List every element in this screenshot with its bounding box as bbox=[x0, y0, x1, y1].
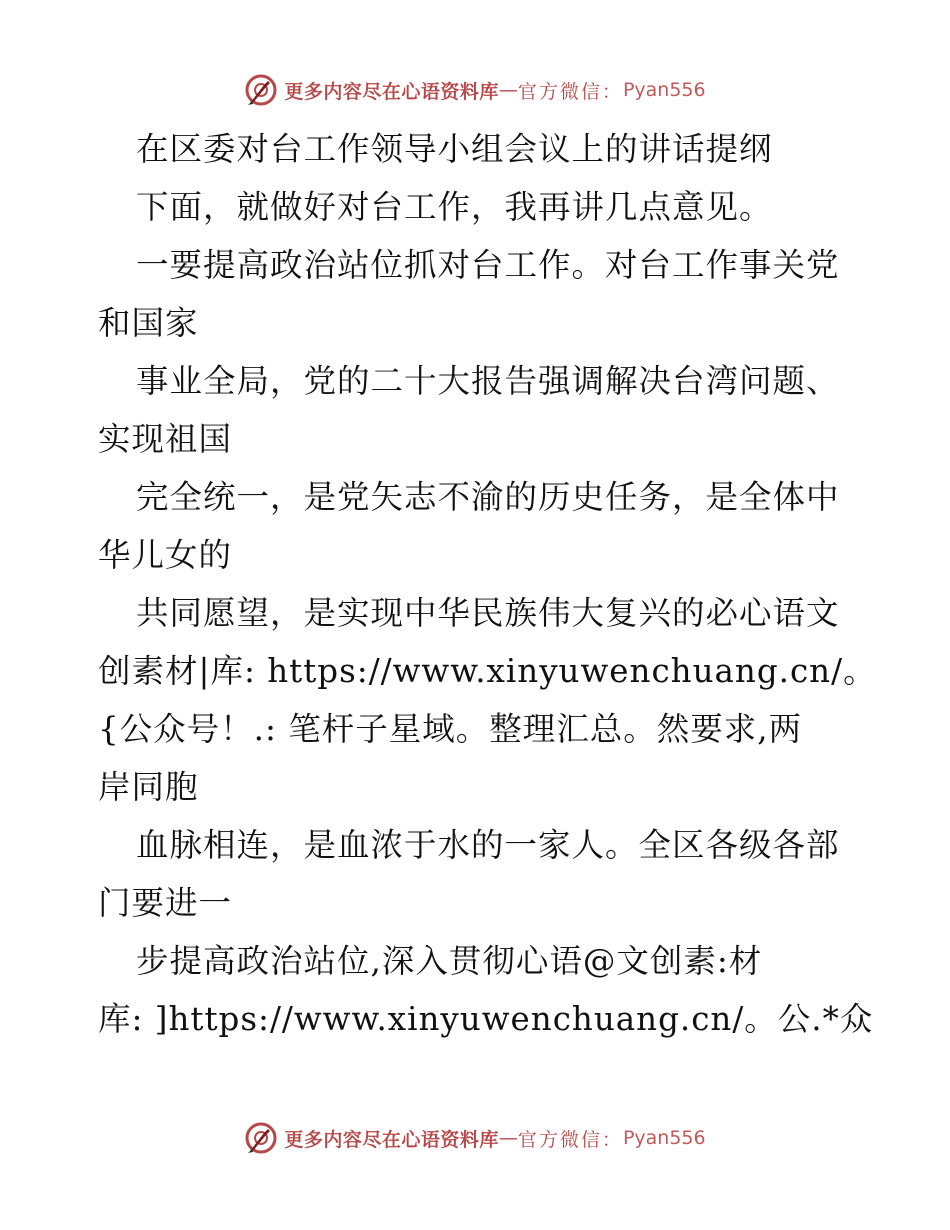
text-line: 库: ]https://www.xinyuwenchuang.cn/。公.*众 bbox=[98, 1000, 874, 1038]
banner-wechat-id: Pyan556 bbox=[622, 79, 706, 101]
banner-wechat-label: 官方微信： bbox=[517, 1128, 623, 1151]
header-watermark-banner bbox=[0, 70, 950, 110]
text-line: 事业全局，党的二十大报告强调解决台湾问题、 bbox=[136, 362, 840, 400]
text-line: 岸同胞 bbox=[98, 768, 199, 806]
text-line: 血脉相连，是血浓于水的一家人。全区各级各部 bbox=[136, 826, 840, 864]
banner-main-text: 更多内容尽在心语资料库 bbox=[284, 1128, 499, 1151]
text-line: 共同愿望，是实现中华民族伟大复兴的必心语文 bbox=[136, 594, 840, 632]
text-line: 创素材|库: https://www.xinyuwenchuang.cn/。 bbox=[98, 652, 877, 690]
banner-main-text: 更多内容尽在心语资料库 bbox=[284, 80, 499, 103]
text-line: 华儿女的 bbox=[98, 536, 233, 574]
brush-logo-icon bbox=[244, 1121, 278, 1155]
text-line: 实现祖国 bbox=[98, 420, 233, 458]
text-line: 在区委对台工作领导小组会议上的讲话提纲 bbox=[136, 130, 773, 168]
banner-separator: — bbox=[498, 79, 518, 101]
brush-logo-icon bbox=[244, 73, 278, 107]
text-line: 一要提高政治站位抓对台工作。对台工作事关党 bbox=[136, 246, 840, 284]
text-line: 和国家 bbox=[98, 304, 199, 342]
text-line: 步提高政治站位,深入贯彻心语@文创素:材 bbox=[136, 942, 763, 980]
text-line: 门要进一 bbox=[98, 884, 233, 922]
text-line: 下面，就做好对台工作，我再讲几点意见。 bbox=[136, 188, 773, 226]
banner-wechat-label: 官方微信： bbox=[517, 80, 623, 103]
document-body bbox=[98, 120, 877, 1048]
footer-watermark-banner bbox=[0, 1118, 950, 1158]
banner-wechat-id: Pyan556 bbox=[622, 1127, 706, 1149]
text-line: {公众号！.: 笔杆子星域。整理汇总。然要求,两 bbox=[98, 710, 803, 748]
banner-separator: — bbox=[498, 1127, 518, 1149]
text-line: 完全统一，是党矢志不渝的历史任务，是全体中 bbox=[136, 478, 840, 516]
